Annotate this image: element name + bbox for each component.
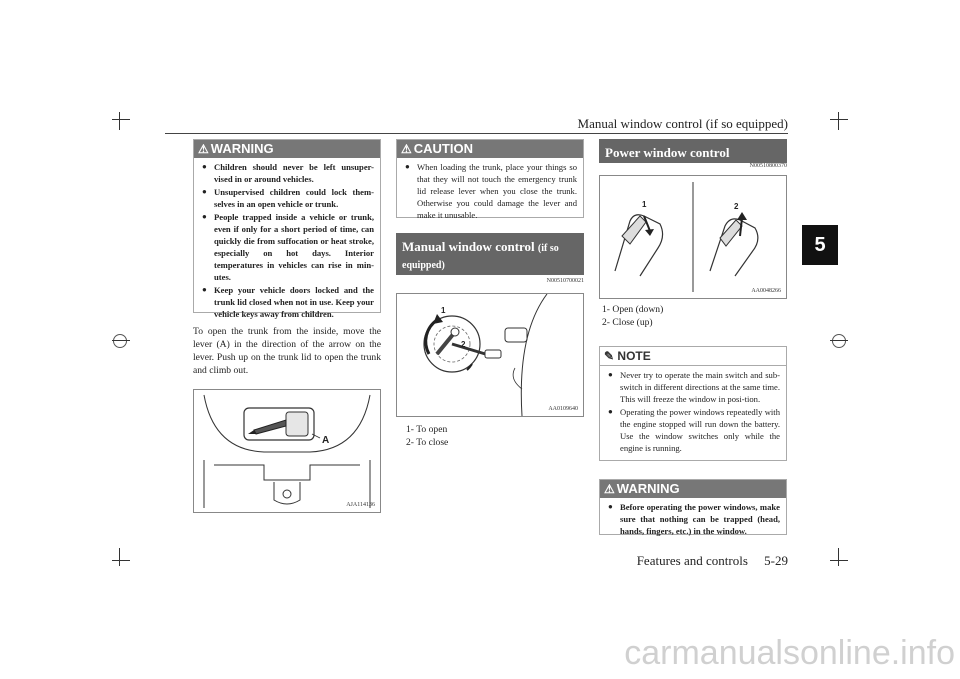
note-list [600,366,786,459]
warning-box-power-window [599,479,787,535]
footer-section: Features and controls [636,553,748,568]
warning-list [600,498,786,542]
figure-code: AA0048266 [751,288,781,294]
crop-mark-bl-v [119,548,120,566]
crop-mark-bl-h [112,560,130,561]
power-window-legend [602,303,782,329]
section-heading-manual-window [396,233,584,275]
warning-item: ● Unsupervised children could lock them-selves in an open vehicle or trunk. [200,186,374,210]
crop-mark-tr-h [830,119,848,120]
note-item: ● Never try to operate the main switch and sub-switch in different directions at the same time. This will freeze the window in posi-tion. [606,369,780,405]
running-header-title: Manual window control (if so equipped) [577,116,788,131]
caution-label: CAUTION [413,141,473,156]
note-header [600,347,786,366]
section-heading-power-window [599,139,787,163]
crop-mark-tr-v [838,112,839,130]
note-label: NOTE [617,349,651,363]
caution-item: ● When loading the trunk, place your things so that they will not touch the emergency trunk lid release lever when you close the trunk. Otherwise you could damage the lever and make it unusable. [403,161,577,221]
figure-label-1: 1 [441,306,446,315]
chapter-tab: 5 [802,225,838,265]
legend-item: 2- To close [406,437,449,448]
trunk-open-paragraph: To open the trunk from the inside, move the lever (A) in the direction of the arrow on the lever. Push up on the trunk lid to open the trunk and climb out. [193,326,381,376]
warning-box-children [193,139,381,319]
trunk-lever-figure [193,389,381,513]
caution-list [397,158,583,226]
caution-header [397,140,583,158]
crop-mark-tl-v [119,112,120,130]
section-suffix: (if so equipped) [402,243,559,271]
legend-item: 2- Close (up) [602,317,653,328]
warning-item: ● People trapped inside a vehicle or trunk, even if only for a short period of time, can quickly die from suffocation or heat stroke, especially on hot days. Interior temperatures in vehicles can rise in min-utes. [200,211,374,283]
window-crank-illustration [397,294,583,416]
caution-box-trunk [396,139,584,218]
warning-label: WARNING [616,481,680,496]
caution-triangle-icon: ⚠ [401,142,412,156]
figure-code: AJA114136 [346,502,375,508]
registration-line-right [830,340,848,341]
warning-list [194,158,380,325]
warning-item: ● Keep your vehicle doors locked and the trunk lid closed when not in use. Keep your vehicle keys away from children. [200,284,374,320]
figure-label-2: 2 [734,202,739,211]
warning-item: ● Before operating the power windows, make sure that nothing can be trapped (head, hands, fingers, etc.) in the window. [606,501,780,537]
warning-triangle-icon: ⚠ [604,482,615,496]
warning-triangle-icon: ⚠ [198,142,209,156]
manual-window-figure [396,293,584,417]
crop-mark-tl-h [112,119,130,120]
section-title: Power window control [605,145,730,160]
warning-header [600,480,786,498]
warning-header [194,140,380,158]
warning-item: ● Children should never be left unsuper-vised in or around vehicles. [200,161,374,185]
section-code: N00510700021 [546,278,584,284]
crop-mark-br-v [838,548,839,566]
figure-code: AA0109640 [548,406,578,412]
page-number: 5-29 [764,553,788,568]
header-rule [165,133,788,134]
section-code: N00510800370 [749,163,787,169]
page-footer [500,553,788,569]
figure-label-a: A [322,435,330,446]
watermark: carmanualsonline.info [624,634,955,672]
registration-line-left [112,340,130,341]
power-window-figure [599,175,787,299]
figure-label-1: 1 [642,200,647,209]
manual-window-legend [406,423,576,449]
note-item: ● Operating the power windows repeatedly with the engine stopped will run down the battery. Use the window switches only while the engine is running. [606,406,780,454]
trunk-lever-illustration [194,390,380,512]
registration-mark-right [832,334,846,348]
power-switch-illustration [600,176,786,298]
section-title: Manual window control [402,239,535,254]
figure-label-2: 2 [461,340,466,349]
registration-mark-left [113,334,127,348]
warning-label: WARNING [210,141,274,156]
note-pencil-icon: ✎ [604,349,615,363]
legend-item: 1- Open (down) [602,304,664,315]
note-box-power-window [599,346,787,461]
crop-mark-br-h [830,560,848,561]
legend-item: 1- To open [406,424,448,435]
